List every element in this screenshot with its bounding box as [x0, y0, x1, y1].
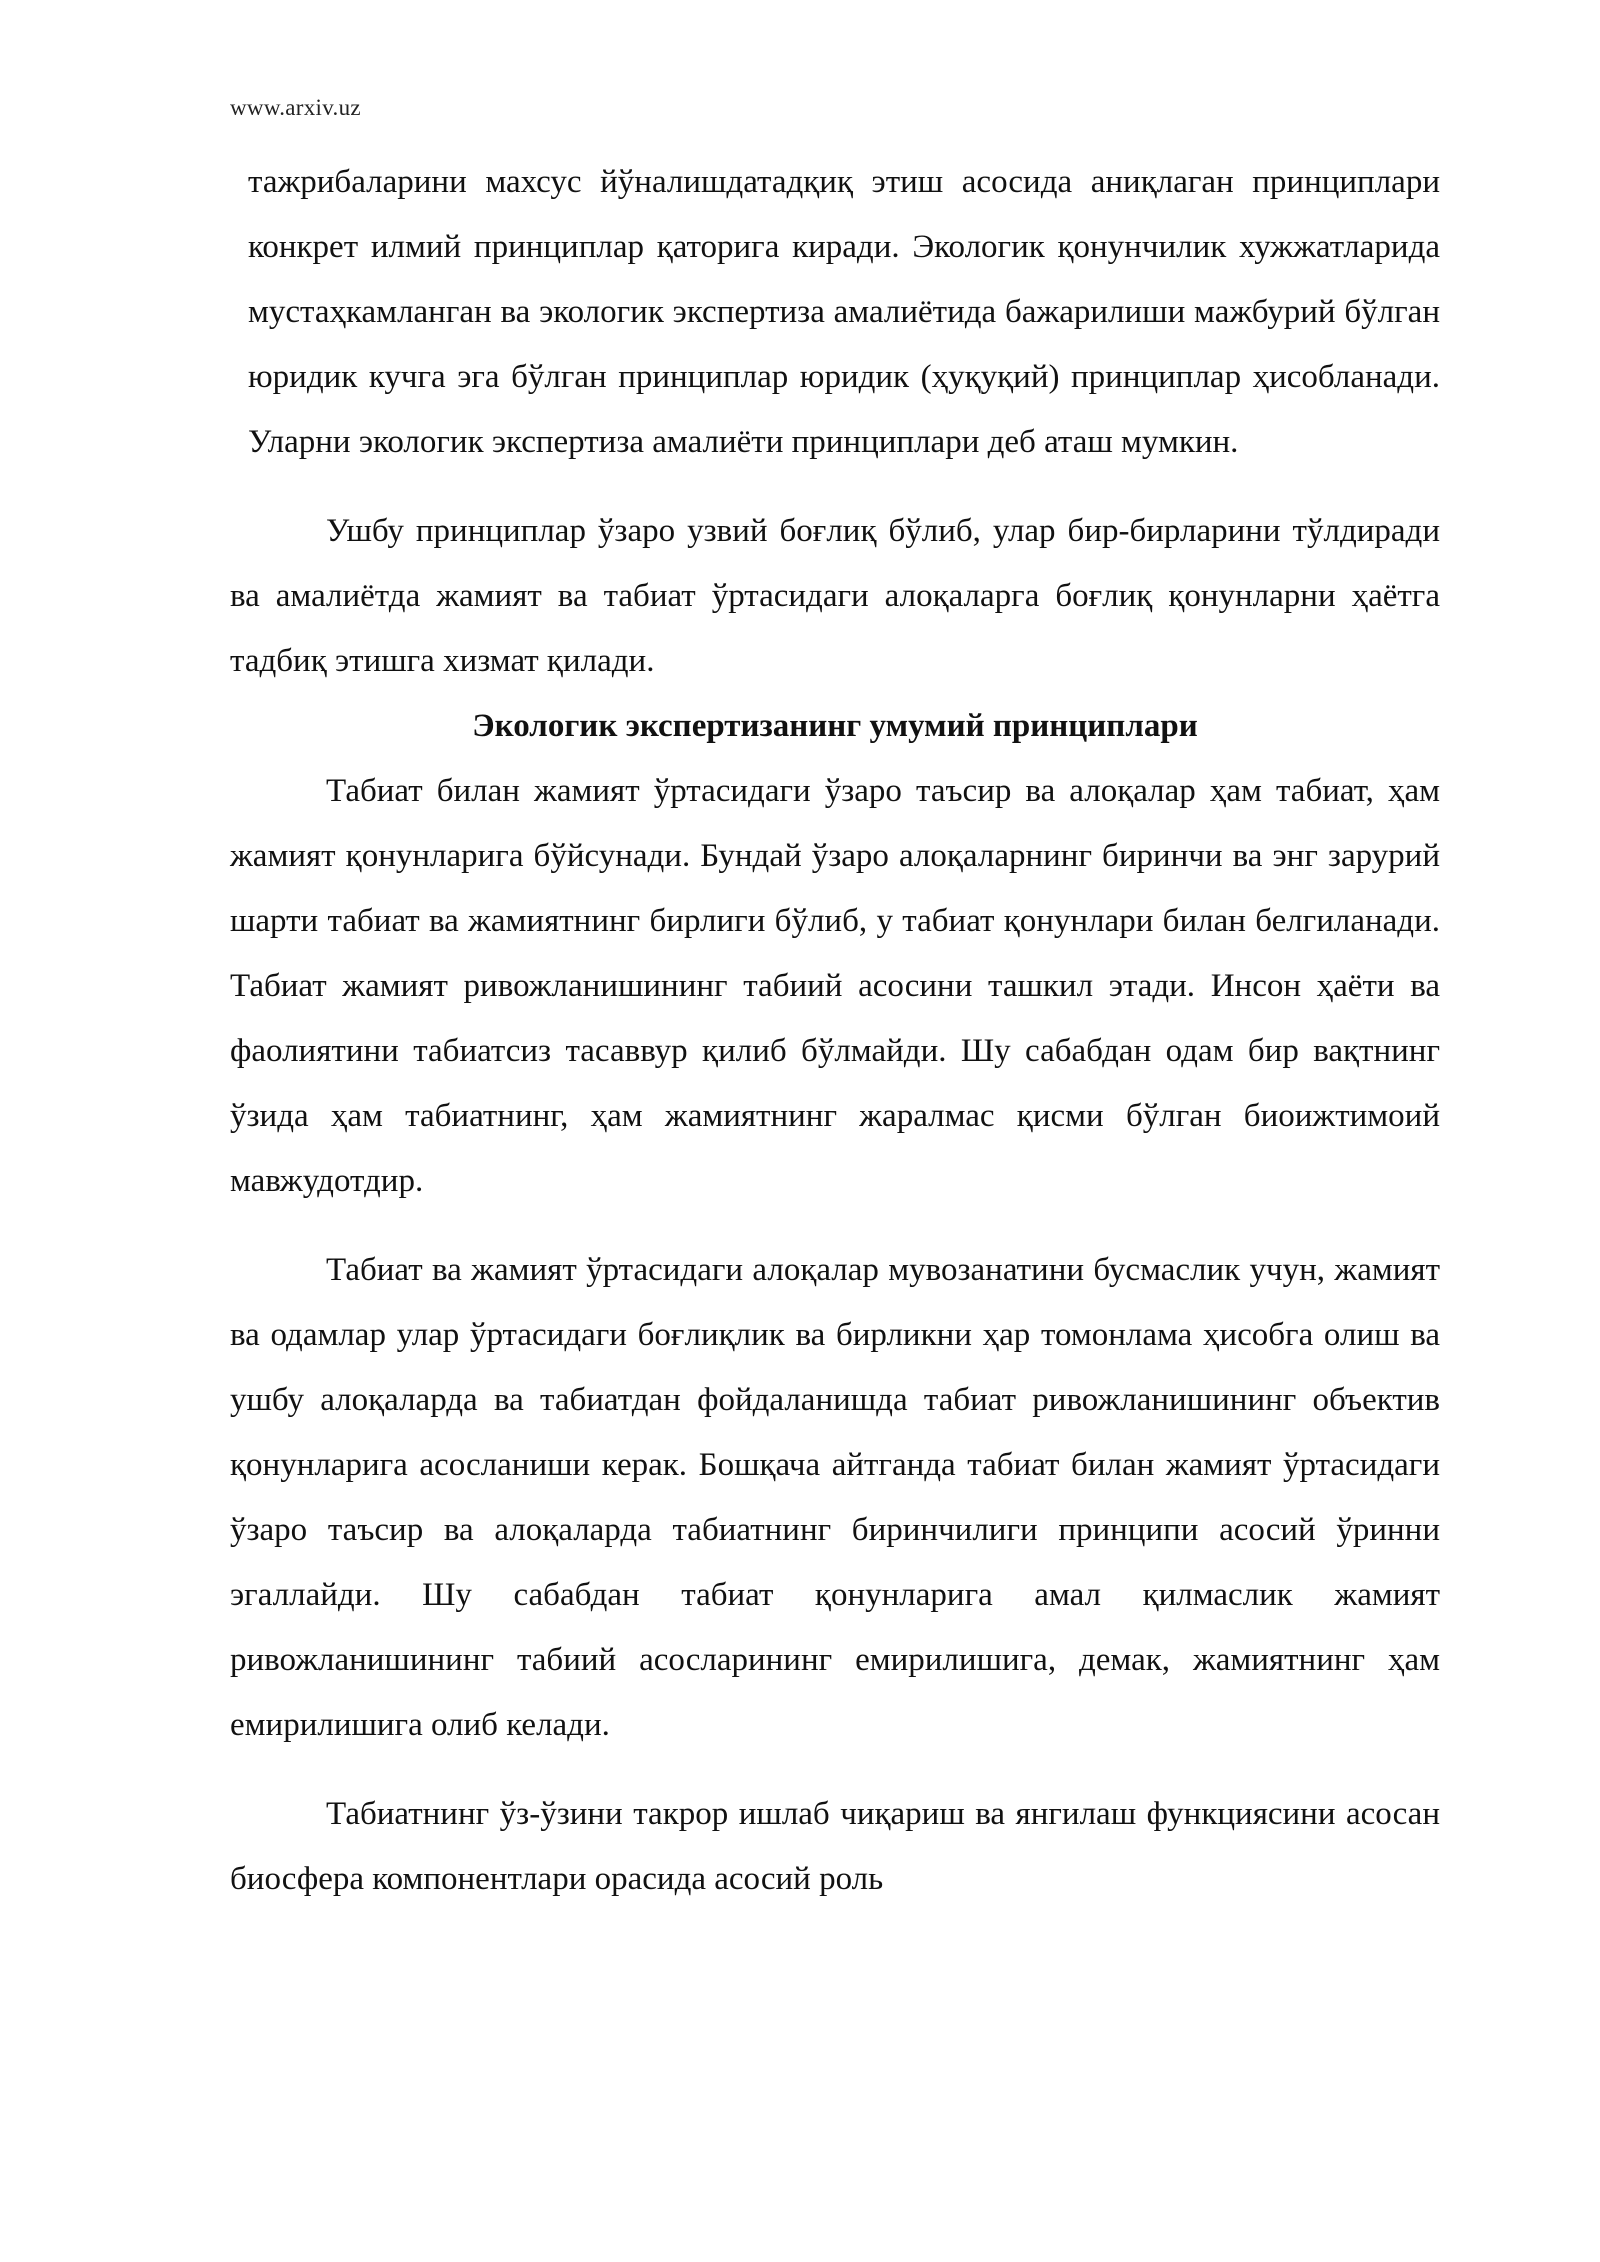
source-url: www.arxiv.uz — [230, 95, 361, 120]
paragraph-4: Табиатнинг ўз-ўзини такрор ишлаб чиқариш ва янгилаш функциясини асосан биосфера компонентлари орасида асосий роль — [230, 1796, 1440, 1897]
paragraph-3: Табиат ва жамият ўртасидаги алоқалар мувозанатини бусмаслик учун, жамият ва одамлар улар ўртасидаги боғлиқлик ва бирликни ҳар томонлама ҳисобга олиш ва ушбу алоқаларда ва табиатдан фойдаланишда табиат ривожланишининг объектив қонунларига асосланиши керак. Бошқача айтганда табиат билан жамият ўртасидаги ўзаро таъсир ва алоқаларда табиатнинг биринчилиги принципи асосий ўринни эгаллайди. Шу сабабдан табиат қонунларига амал қилмаслик жамият ривожланишининг табиий асосларининг емирилишига, демак, жамиятнинг ҳам емирилишига олиб келади. — [230, 1252, 1440, 1743]
document-body — [230, 150, 1440, 1912]
section-heading: Экологик экспертизанинг умумий принциплари — [472, 708, 1198, 744]
intro-paragraph: тажрибаларини махсус йўналишдатадқиқ этиш асосида аниқлаган принциплари конкрет илмий принциплар қаторига киради. Экологик қонунчилик хужжатларида мустаҳкамланган ва экологик экспертиза амалиётида бажарилиши мажбурий бўлган юридик кучга эга бўлган принциплар юридик (ҳуқуқий) принциплар ҳисобланади. Уларни экологик экспертиза амалиёти принциплари деб аташ мумкин. — [248, 164, 1440, 460]
paragraph-1: Ушбу принциплар ўзаро узвий боғлиқ бўлиб, улар бир-бирларини тўлдиради ва амалиётда жамият ва табиат ўртасидаги алоқаларга боғлиқ қонунларни ҳаётга тадбиқ этишга хизмат қилади. — [230, 513, 1440, 679]
paragraph-2: Табиат билан жамият ўртасидаги ўзаро таъсир ва алоқалар ҳам табиат, ҳам жамият қонунларига бўйсунади. Бундай ўзаро алоқаларнинг биринчи ва энг зарурий шарти табиат ва жамиятнинг бирлиги бўлиб, у табиат қонунлари билан белгиланади. Табиат жамият ривожланишининг табиий асосини ташкил этади. Инсон ҳаёти ва фаолиятини табиатсиз тасаввур қилиб бўлмайди. Шу сабабдан одам бир вақтнинг ўзида ҳам табиатнинг, ҳам жамиятнинг жаралмас қисми бўлган биоижтимоий мавжудотдир. — [230, 773, 1440, 1199]
